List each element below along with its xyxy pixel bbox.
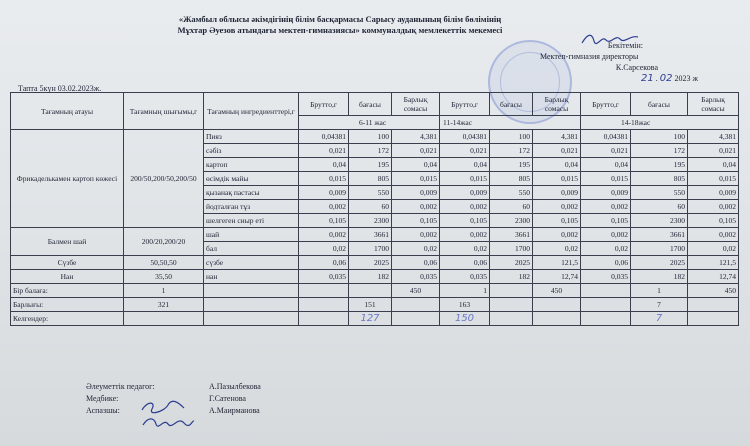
ingredient-brutto: 0,04381 — [299, 130, 349, 144]
ingredient-total: 4,381 — [533, 130, 581, 144]
ingredient-name: сәбіз — [204, 144, 299, 158]
ingredient-price: 2300 — [349, 214, 392, 228]
ingredient-price: 3661 — [490, 228, 533, 242]
arrived-count-2: 150 — [440, 312, 490, 326]
ingredient-brutto: 0,015 — [299, 172, 349, 186]
footer-name-1: А.Пазылбекова — [209, 382, 261, 391]
ingredient-price: 2300 — [631, 214, 688, 228]
per-child-count-2: 1 — [440, 284, 490, 298]
col-dish: Тағамның атауы — [11, 93, 124, 130]
col-price-2: бағасы — [490, 93, 533, 116]
totals-count-1: 151 — [349, 298, 392, 312]
ingredient-brutto: 0,021 — [440, 144, 490, 158]
approval-date: 21 . 02 2023 ж — [641, 73, 698, 84]
ingredient-brutto: 0,04 — [440, 158, 490, 172]
ingredient-price: 2025 — [349, 256, 392, 270]
dish-yield: 35,50 — [124, 270, 204, 284]
col-total-2: Барлық сомасы — [533, 93, 581, 116]
dish-yield: 200/50,200/50,200/50 — [124, 130, 204, 228]
ingredient-brutto: 0,021 — [299, 144, 349, 158]
col-total-1: Барлық сомасы — [392, 93, 440, 116]
table-row — [11, 256, 739, 270]
ingredient-price: 195 — [490, 158, 533, 172]
ingredient-brutto: 0,015 — [581, 172, 631, 186]
per-child-count-3: 1 — [631, 284, 688, 298]
ingredient-brutto: 0,002 — [440, 228, 490, 242]
ingredient-brutto: 0,02 — [299, 242, 349, 256]
col-brutto-2: Брутто,г — [440, 93, 490, 116]
ingredient-brutto: 0,015 — [440, 172, 490, 186]
ingredient-price: 100 — [631, 130, 688, 144]
ingredient-price: 550 — [631, 186, 688, 200]
arrived-count-3: 7 — [631, 312, 688, 326]
dish-yield: 50,50,50 — [124, 256, 204, 270]
col-price-1: бағасы — [349, 93, 392, 116]
footer-role-2: Медбике: — [86, 394, 119, 403]
ingredient-name: Пияз — [204, 130, 299, 144]
ingredient-price: 3661 — [349, 228, 392, 242]
ingredient-price: 1700 — [490, 242, 533, 256]
ingredient-brutto: 0,04381 — [440, 130, 490, 144]
age-group-3: 14-18жас — [581, 116, 739, 130]
ingredient-total: 0,015 — [688, 172, 739, 186]
per-child-total-2: 450 — [533, 284, 581, 298]
ingredient-price: 60 — [349, 200, 392, 214]
header-row — [11, 93, 739, 116]
summary-body — [11, 284, 739, 326]
approval-block — [528, 40, 728, 84]
ingredient-brutto: 0,035 — [581, 270, 631, 284]
arrived-count-1: 127 — [349, 312, 392, 326]
approval-title: Бекітемін: — [607, 41, 643, 50]
dish-name: Балмен шай — [11, 228, 124, 256]
ingredient-total: 0,009 — [392, 186, 440, 200]
ingredient-total: 12,74 — [533, 270, 581, 284]
ingredient-price: 100 — [349, 130, 392, 144]
approval-date-day: 21 — [641, 73, 654, 84]
ingredient-price: 60 — [631, 200, 688, 214]
cook-signature — [140, 414, 196, 430]
ingredient-price: 1700 — [631, 242, 688, 256]
dish-name: Сүзбе — [11, 256, 124, 270]
ingredient-total: 0,06 — [392, 256, 440, 270]
ingredient-name: шелгеген сиыр еті — [204, 214, 299, 228]
col-yield: Тағамның шығымы,г — [124, 93, 204, 130]
ingredient-brutto: 0,02 — [440, 242, 490, 256]
ingredient-total: 0,02 — [533, 242, 581, 256]
col-ingredient: Тағамның ингредиенттері,г — [204, 93, 299, 130]
totals-count-2: 163 — [440, 298, 490, 312]
ingredient-brutto: 0,04 — [299, 158, 349, 172]
per-child-yield: 1 — [124, 284, 204, 298]
ingredient-total: 4,381 — [688, 130, 739, 144]
ingredient-price: 172 — [349, 144, 392, 158]
ingredient-price: 1700 — [349, 242, 392, 256]
approval-name: К.Сарсекова — [615, 63, 658, 72]
ingredient-brutto: 0,002 — [581, 228, 631, 242]
ingredient-total: 0,009 — [533, 186, 581, 200]
ingredient-brutto: 0,06 — [440, 256, 490, 270]
ingredient-price: 805 — [490, 172, 533, 186]
ingredient-brutto: 0,009 — [581, 186, 631, 200]
ingredient-total: 0,105 — [392, 214, 440, 228]
footer-name-2: Г.Сатенова — [209, 394, 246, 403]
footer-name-3: А.Маирманова — [209, 406, 260, 415]
ingredient-brutto: 0,002 — [581, 200, 631, 214]
ingredient-brutto: 0,035 — [299, 270, 349, 284]
day-date-label: Тапта 5күн 03.02.2023ж. — [18, 84, 102, 93]
ingredient-total: 0,105 — [533, 214, 581, 228]
footer-role-1: Әлеуметтік педагог: — [86, 382, 155, 391]
per-child-total-1: 450 — [392, 284, 440, 298]
ingredient-name: картоп — [204, 158, 299, 172]
ingredient-total: 0,002 — [533, 228, 581, 242]
ingredient-price: 172 — [490, 144, 533, 158]
totals-yield: 321 — [124, 298, 204, 312]
ingredient-name: бал — [204, 242, 299, 256]
ingredient-total: 0,04 — [533, 158, 581, 172]
ingredient-price: 3661 — [631, 228, 688, 242]
table-row — [11, 228, 739, 242]
arrived-label: Келгендер: — [11, 312, 124, 326]
ingredient-brutto: 0,105 — [440, 214, 490, 228]
ingredient-total: 121,5 — [533, 256, 581, 270]
ingredient-total: 0,015 — [392, 172, 440, 186]
ingredient-price: 195 — [349, 158, 392, 172]
ingredient-total: 0,04 — [392, 158, 440, 172]
ingredient-brutto: 0,04381 — [581, 130, 631, 144]
menu-table — [10, 92, 739, 326]
per-child-label: Бір балаға: — [11, 284, 124, 298]
ingredient-total: 0,02 — [688, 242, 739, 256]
header-line-2: Мұхтар Әуезов атындағы мектеп-гимназиясы» коммуналдық мемлекеттік мекемесі — [177, 25, 503, 35]
ingredient-name: нан — [204, 270, 299, 284]
ingredient-price: 182 — [349, 270, 392, 284]
ingredient-price: 195 — [631, 158, 688, 172]
ingredient-name: йодталған тұз — [204, 200, 299, 214]
ingredient-price: 172 — [631, 144, 688, 158]
totals-count-3: 7 — [631, 298, 688, 312]
ingredient-price: 550 — [490, 186, 533, 200]
ingredient-total: 0,021 — [392, 144, 440, 158]
ingredient-total: 0,002 — [688, 200, 739, 214]
ingredient-brutto: 0,02 — [581, 242, 631, 256]
ingredient-brutto: 0,105 — [581, 214, 631, 228]
ingredient-total: 0,002 — [392, 200, 440, 214]
age-group-1: 6-11 жас — [299, 116, 440, 130]
ingredient-price: 805 — [631, 172, 688, 186]
ingredient-total: 121,5 — [688, 256, 739, 270]
ingredient-price: 2025 — [490, 256, 533, 270]
nurse-signature — [138, 400, 188, 414]
totals-row — [11, 298, 739, 312]
ingredient-name: өсімдік майы — [204, 172, 299, 186]
per-child-total-3: 450 — [688, 284, 739, 298]
approval-date-month: 02 — [659, 73, 673, 84]
ingredient-price: 100 — [490, 130, 533, 144]
age-group-2: 11-14жас — [440, 116, 581, 130]
ingredient-price: 182 — [490, 270, 533, 284]
ingredient-name: шай — [204, 228, 299, 242]
ingredient-brutto: 0,06 — [299, 256, 349, 270]
ingredient-total: 0,002 — [688, 228, 739, 242]
ingredient-total: 0,02 — [392, 242, 440, 256]
institution-header — [150, 14, 530, 36]
ingredient-price: 2300 — [490, 214, 533, 228]
table-row — [11, 130, 739, 144]
dish-name: Нан — [11, 270, 124, 284]
menu-body — [11, 130, 739, 284]
ingredient-brutto: 0,009 — [440, 186, 490, 200]
col-price-3: бағасы — [631, 93, 688, 116]
per-child-row — [11, 284, 739, 298]
hand-count-row — [11, 312, 739, 326]
table-row — [11, 270, 739, 284]
ingredient-brutto: 0,002 — [299, 200, 349, 214]
ingredient-total: 4,381 — [392, 130, 440, 144]
col-brutto-3: Брутто,г — [581, 93, 631, 116]
ingredient-brutto: 0,021 — [581, 144, 631, 158]
footer-row-social-pedagogue — [86, 381, 261, 393]
dish-name: Фрикаделькамен картоп көжесі — [11, 130, 124, 228]
ingredient-brutto: 0,105 — [299, 214, 349, 228]
ingredient-name: қызанақ пастасы — [204, 186, 299, 200]
ingredient-total: 0,002 — [392, 228, 440, 242]
ingredient-total: 0,002 — [533, 200, 581, 214]
ingredient-brutto: 0,04 — [581, 158, 631, 172]
ingredient-total: 0,015 — [533, 172, 581, 186]
ingredient-price: 182 — [631, 270, 688, 284]
col-brutto-1: Брутто,г — [299, 93, 349, 116]
ingredient-name: сүзбе — [204, 256, 299, 270]
ingredient-brutto: 0,009 — [299, 186, 349, 200]
col-total-3: Барлық сомасы — [688, 93, 739, 116]
footer-role-3: Аспазшы: — [86, 406, 120, 415]
dish-yield: 200/20,200/20 — [124, 228, 204, 256]
ingredient-total: 0,04 — [688, 158, 739, 172]
approval-position: Мектеп-гимназия директоры — [540, 52, 639, 61]
ingredient-total: 0,035 — [392, 270, 440, 284]
ingredient-brutto: 0,035 — [440, 270, 490, 284]
ingredient-total: 0,021 — [533, 144, 581, 158]
totals-label: Барлығы: — [11, 298, 124, 312]
ingredient-total: 12,74 — [688, 270, 739, 284]
ingredient-brutto: 0,002 — [299, 228, 349, 242]
ingredient-price: 2025 — [631, 256, 688, 270]
header-line-1: «Жамбыл облысы әкімдігінің білім басқармасы Сарысу ауданының білім бөлімінің — [178, 14, 502, 24]
ingredient-brutto: 0,002 — [440, 200, 490, 214]
ingredient-price: 550 — [349, 186, 392, 200]
ingredient-price: 805 — [349, 172, 392, 186]
approval-date-year: 2023 ж — [674, 74, 698, 83]
ingredient-total: 0,105 — [688, 214, 739, 228]
ingredient-price: 60 — [490, 200, 533, 214]
ingredient-total: 0,021 — [688, 144, 739, 158]
ingredient-total: 0,009 — [688, 186, 739, 200]
ingredient-brutto: 0,06 — [581, 256, 631, 270]
